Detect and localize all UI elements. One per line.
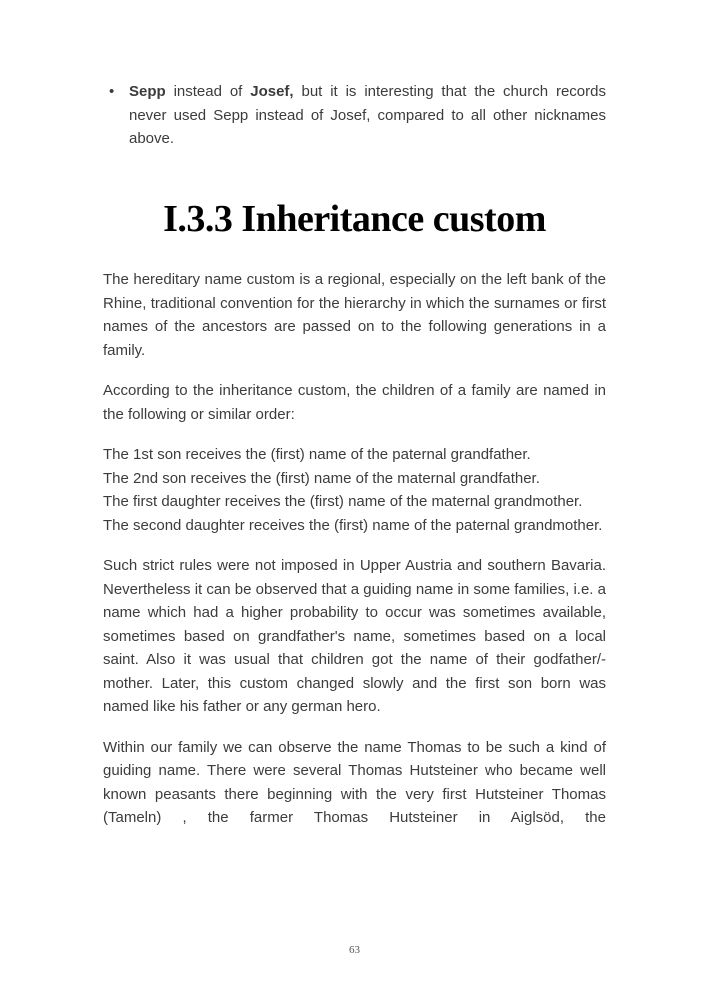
bold-name-josef: Josef, [250,83,294,100]
paragraph-thomas: Within our family we can observe the name Thomas to be such a kind of guiding name. There were several Thomas Hutsteiner who became well known peasants there beginning with the very first Hutsteiner Thomas (Tameln) , the farmer Thomas Hutsteiner in Aiglsöd, the [103,738,606,827]
paragraph-according: According to the inheritance custom, the children of a family are named in the following or similar order: [103,382,606,423]
bullet-text [129,80,606,151]
rule-line: The 2nd son receives the (first) name of the maternal grandfather. [103,469,540,487]
bullet-text-part-2: but it is interesting that the church records never used Sepp instead of Josef, compared to all other nicknames above. [129,83,606,147]
bullet-icon: • [109,83,115,100]
rule-line: The second daughter receives the (first) name of the paternal grandmother. [103,516,603,534]
paragraph-intro: The hereditary name custom is a regional, especially on the left bank of the Rhine, traditional convention for the hierarchy in which the surnames or first names of the ancestors are passed on to the following generations in a family. [103,271,606,359]
list-item [103,80,606,151]
section-heading: I.3.3 Inheritance custom [163,197,546,240]
rule-line: The first daughter receives the (first) name of the maternal grandmother. [103,493,583,511]
page-number: 63 [349,944,360,956]
bullet-list [103,80,606,151]
rule-line: The 1st son receives the (first) name of the paternal grandfather. [103,446,531,464]
paragraph-strict-rules: Such strict rules were not imposed in Upper Austria and southern Bavaria. Nevertheless it can be observed that a guiding name in some families, i.e. a name which had a higher probability to occur was sometimes available, sometimes based on grandfather's name, sometimes based on a local saint. Also it was usual that children got the name of their godfather/-mother. Later, this custom changed slowly and the first son born was named like his father or any german hero. [103,557,606,716]
bullet-text-part-1: instead of [165,83,251,100]
bold-name-sepp: Sepp [129,83,166,100]
naming-rules-block [103,443,606,537]
